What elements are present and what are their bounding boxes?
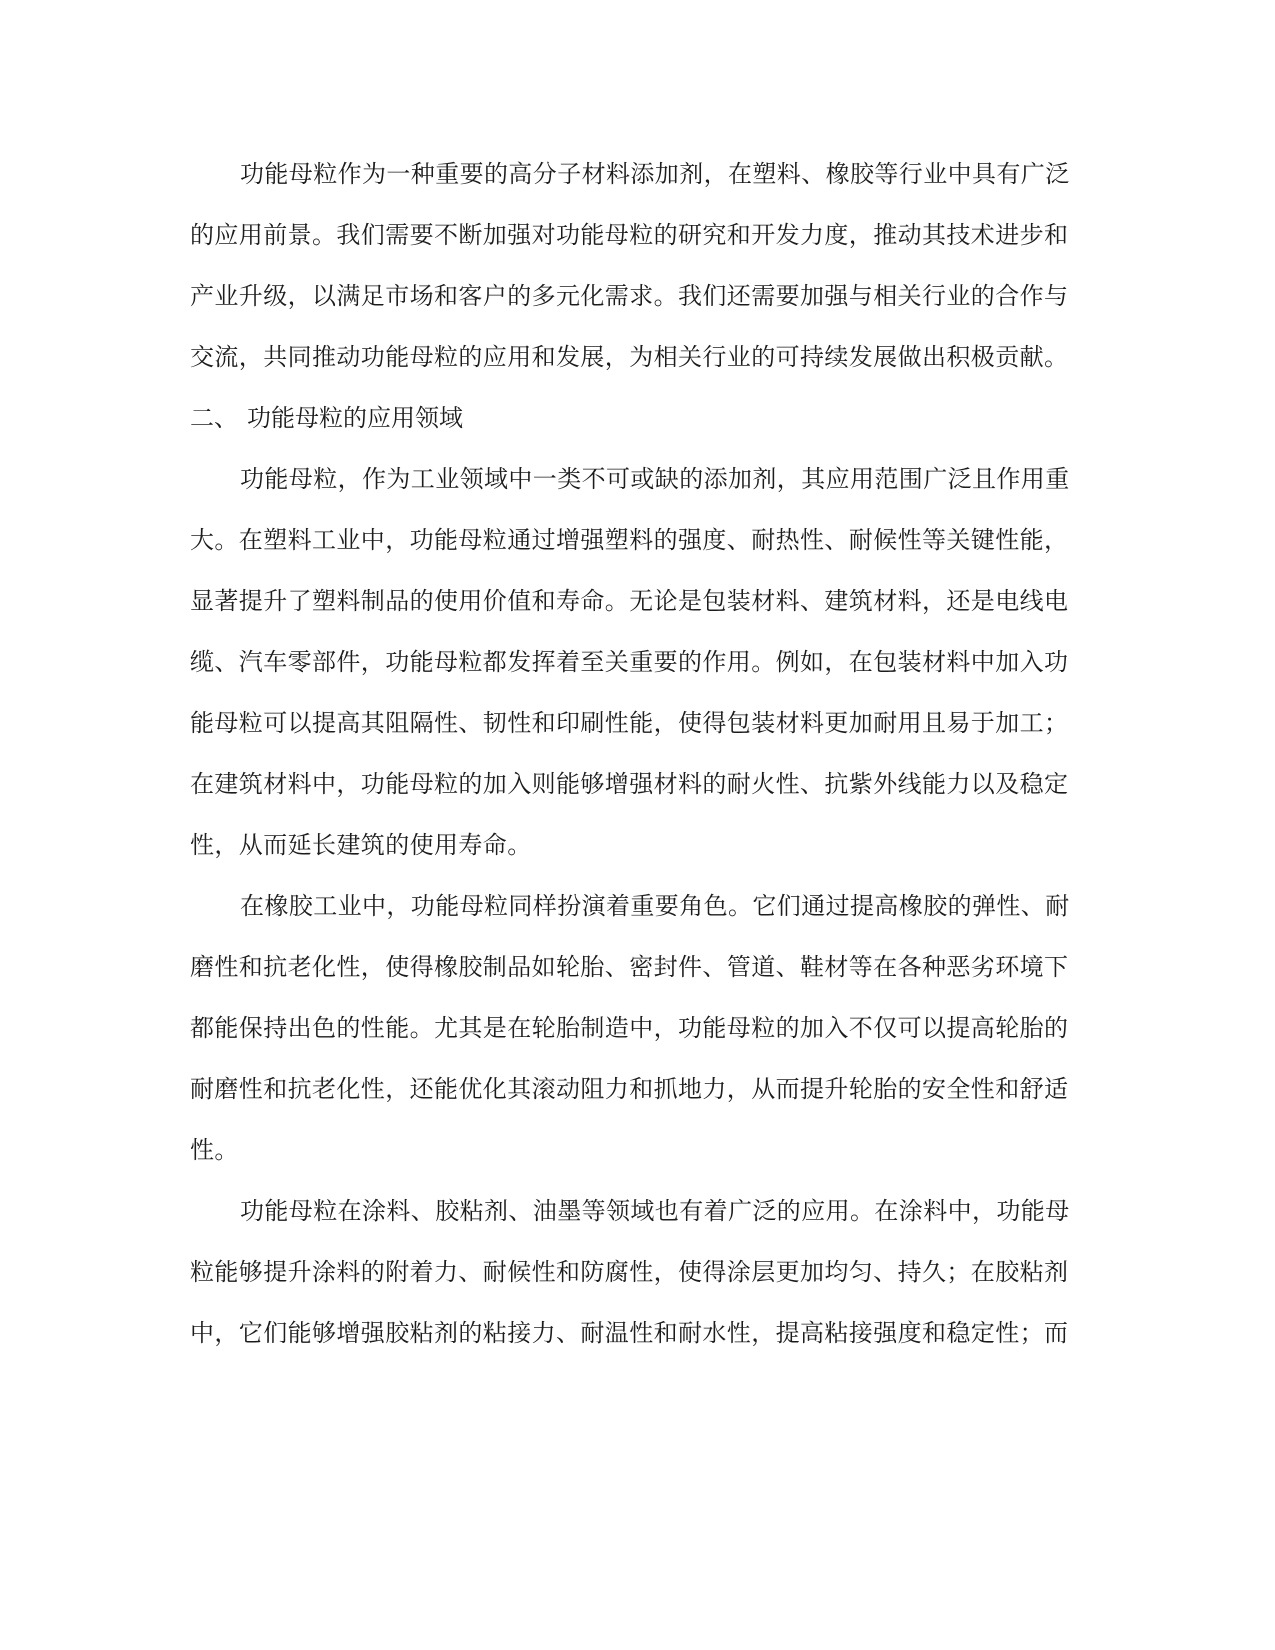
section-title: 功能母粒的应用领域	[247, 404, 463, 432]
paragraph-line: 产业升级，以满足市场和客户的多元化需求。我们还需要加强与相关行业的合作与	[190, 282, 1069, 310]
paragraph-line: 交流，共同推动功能母粒的应用和发展，为相关行业的可持续发展做出积极贡献。	[190, 343, 1069, 371]
section-heading	[190, 388, 463, 449]
section-number: 二、	[190, 404, 238, 432]
paragraph-line: 功能母粒在涂料、胶粘剂、油墨等领域也有着广泛的应用。在涂料中，功能母	[240, 1197, 1070, 1225]
paragraph-line: 都能保持出色的性能。尤其是在轮胎制造中，功能母粒的加入不仅可以提高轮胎的	[190, 1014, 1069, 1042]
paragraph-line: 功能母粒作为一种重要的高分子材料添加剂，在塑料、橡胶等行业中具有广泛	[240, 160, 1070, 188]
paragraph-line: 的应用前景。我们需要不断加强对功能母粒的研究和开发力度，推动其技术进步和	[190, 221, 1069, 249]
paragraph-line: 性。	[190, 1136, 239, 1164]
paragraph-line: 磨性和抗老化性，使得橡胶制品如轮胎、密封件、管道、鞋材等在各种恶劣环境下	[190, 953, 1069, 981]
paragraph-line: 在橡胶工业中，功能母粒同样扮演着重要角色。它们通过提高橡胶的弹性、耐	[240, 892, 1070, 920]
paragraph-line: 缆、汽车零部件，功能母粒都发挥着至关重要的作用。例如，在包装材料中加入功	[190, 648, 1069, 676]
paragraph-line: 显著提升了塑料制品的使用价值和寿命。无论是包装材料、建筑材料，还是电线电	[190, 587, 1069, 615]
paragraph-line: 大。在塑料工业中，功能母粒通过增强塑料的强度、耐热性、耐候性等关键性能，	[190, 526, 1069, 554]
paragraph-line: 能母粒可以提高其阻隔性、韧性和印刷性能，使得包装材料更加耐用且易于加工；	[190, 709, 1069, 737]
paragraph-line: 性，从而延长建筑的使用寿命。	[190, 831, 532, 859]
paragraph-line: 耐磨性和抗老化性，还能优化其滚动阻力和抓地力，从而提升轮胎的安全性和舒适	[190, 1075, 1069, 1103]
paragraph-line: 功能母粒，作为工业领域中一类不可或缺的添加剂，其应用范围广泛且作用重	[240, 465, 1070, 493]
paragraph-line: 在建筑材料中，功能母粒的加入则能够增强材料的耐火性、抗紫外线能力以及稳定	[190, 770, 1069, 798]
paragraph-line: 中，它们能够增强胶粘剂的粘接力、耐温性和耐水性，提高粘接强度和稳定性；而	[190, 1319, 1069, 1347]
paragraph-line: 粒能够提升涂料的附着力、耐候性和防腐性，使得涂层更加均匀、持久；在胶粘剂	[190, 1258, 1069, 1286]
